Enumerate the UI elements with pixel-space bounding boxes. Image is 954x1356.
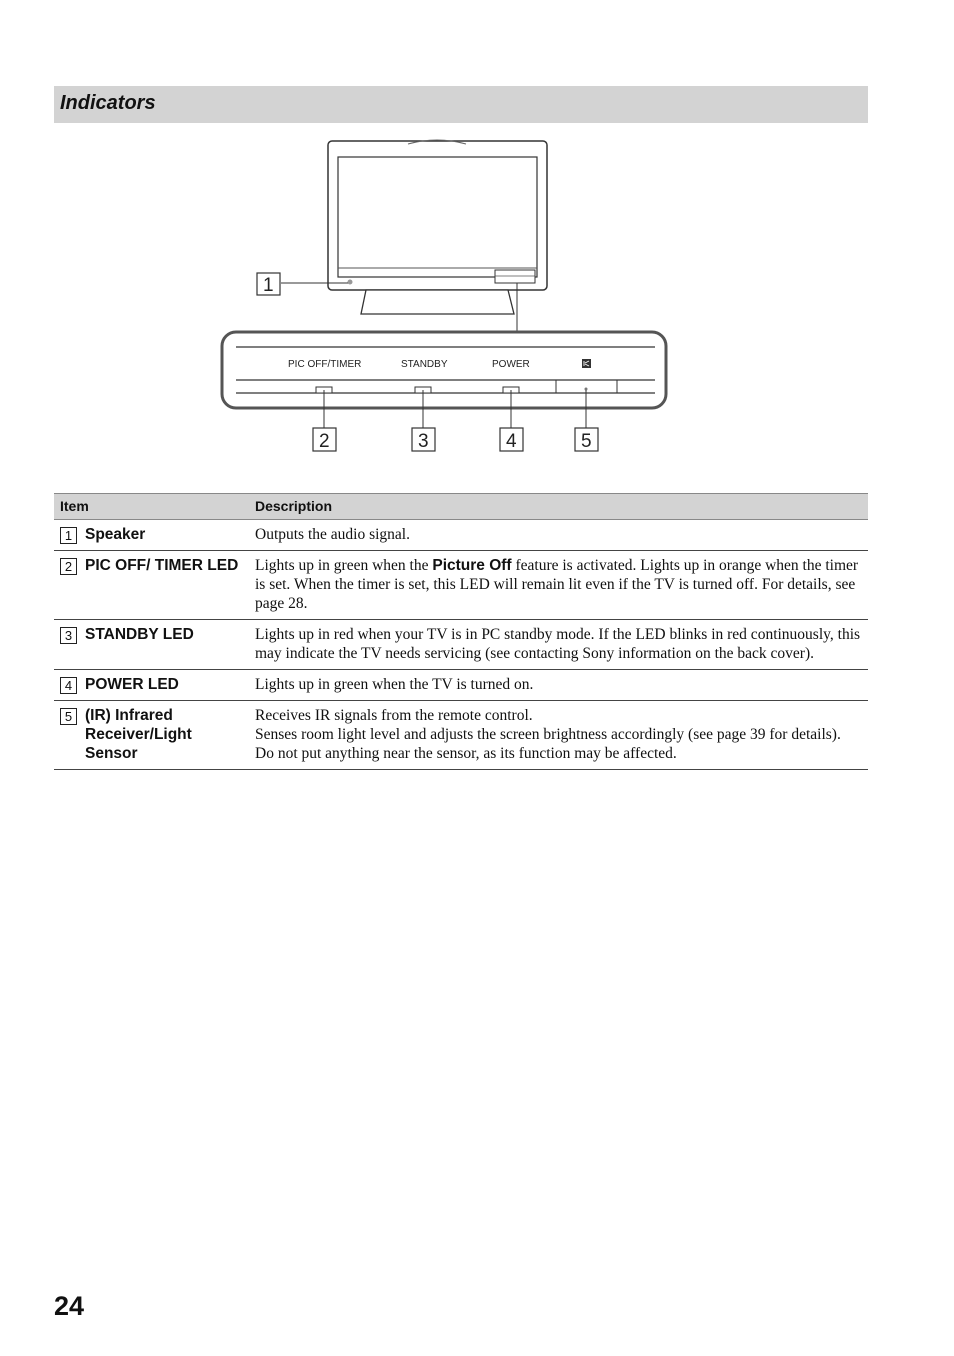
table-header-row: [54, 494, 868, 520]
item-description: Lights up in red when your TV is in PC standby mode. If the LED blinks in red continuously, this may indicate the TV needs servicing (see contacting Sony information on the back cover).: [249, 620, 868, 670]
tv-front-panel-small: [495, 270, 535, 283]
callout-1: [257, 273, 280, 296]
item-description: Lights up in green when the Picture Off feature is activated. Lights up in orange when the timer is set. When the timer is set, this LED will remain lit even if the TV is turned off. For details, see page 28.: [249, 551, 868, 620]
label-pic-off-timer: PIC OFF/TIMER: [288, 359, 362, 370]
item-name: (IR) Infrared Receiver/Light Sensor: [85, 707, 192, 762]
item-name: Speaker: [85, 526, 146, 543]
item-name: POWER LED: [85, 676, 179, 693]
row-number: 3: [60, 627, 77, 644]
item-name: STANDBY LED: [85, 626, 194, 643]
tv-front-diagram: [0, 0, 954, 470]
item-description: Outputs the audio signal.: [249, 520, 868, 551]
item-description: Receives IR signals from the remote control. Senses room light level and adjusts the screen brightness accordingly (see page 39 for details). Do not put anything near the sensor, as its function may be affected.: [249, 701, 868, 770]
row-number: 5: [60, 708, 77, 725]
tv-screen: [338, 157, 537, 277]
callout-4: [500, 428, 523, 452]
section-title: Indicators: [60, 92, 156, 114]
callout-2: [313, 428, 336, 452]
indicators-table: [54, 493, 868, 770]
label-power: POWER: [492, 359, 530, 370]
svg-text:3: 3: [418, 431, 429, 452]
table-row: [54, 701, 868, 770]
ir-sensor-icon: [582, 359, 591, 368]
table-row: [54, 670, 868, 701]
svg-text:2: 2: [319, 431, 330, 452]
page-number: 24: [54, 1291, 85, 1321]
tv-stand: [361, 290, 514, 314]
table-row: [54, 620, 868, 670]
row-number: 4: [60, 677, 77, 694]
header-description: Description: [249, 494, 868, 520]
picture-off-term: Picture Off: [432, 557, 512, 574]
svg-text:4: 4: [506, 431, 517, 452]
row-number: 1: [60, 527, 77, 544]
item-name: PIC OFF/ TIMER LED: [85, 557, 239, 574]
table-row: [54, 551, 868, 620]
row-number: 2: [60, 558, 77, 575]
item-description: Lights up in green when the TV is turned on.: [249, 670, 868, 701]
speaker-dot: [348, 280, 353, 285]
callout-5: [575, 428, 598, 452]
table-row: [54, 520, 868, 551]
header-item: Item: [54, 494, 249, 520]
svg-text:1: 1: [263, 275, 274, 296]
front-panel-enlarged: [222, 332, 666, 408]
label-standby: STANDBY: [401, 359, 448, 370]
callout-3: [412, 428, 435, 452]
svg-text:5: 5: [581, 431, 592, 452]
